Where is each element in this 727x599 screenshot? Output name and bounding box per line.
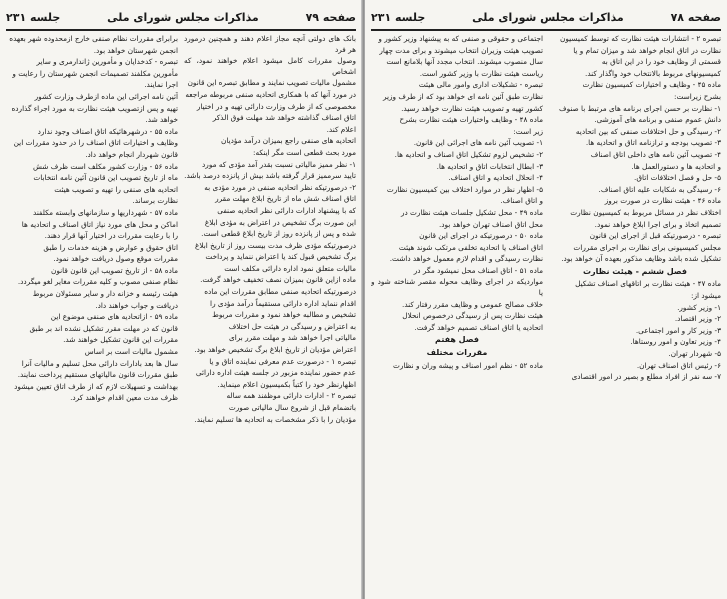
- paragraph-line: ۳- وزیر کار و امور اجتماعی.: [635, 325, 721, 335]
- paragraph-line: ماده ۵۹ - ازاتحادیه های صنفی موضوع این: [50, 312, 178, 322]
- paragraph-line: مالیات متعلق نمود اداره دارائی مکلف است: [224, 263, 356, 273]
- paragraph-line: درصورتیکه اتحادیه صنفی مطابق مقررات این ماده: [204, 287, 356, 297]
- left-page-column-right: [184, 34, 356, 595]
- paragraph-line: اتحادیه های صنفی راجع بمیزان درآمد مؤدیان: [221, 136, 356, 146]
- paragraph-line: وصول مقررات کامل میشود اعلام خواهند نمود، که اشخاص: [184, 56, 356, 76]
- paragraph-line: تبصره - درصورتیکه قبل از اجرای این قانون: [589, 231, 721, 241]
- paragraph-line: تبصره - تشکیلات اداری وامور مالی هیئت: [418, 80, 543, 90]
- paragraph-line: مالیاتی اجرا خواهد شد و مهلت مقرر برای: [229, 333, 356, 343]
- left-page: [0, 0, 362, 599]
- left-page-session: جلسه ۲۳۱: [6, 10, 61, 24]
- paragraph-line: ۱- وزیر کشور.: [677, 302, 721, 312]
- paragraph-line: تایید سرممیز قرار گرفته باشد بیش از پانزده درصد باشد.: [184, 171, 356, 181]
- paragraph-line: ۱- نظر ممیز مالیاتی نسبت بقدر آمد مؤدی که مورد: [202, 159, 356, 169]
- paragraph-line: ماده ۵۷ - شهرداریها و سازمانهای وابسته مکلفند: [33, 207, 178, 217]
- paragraph-line: تصویب هیئت وزیران انتخاب میشوند و برای مدت چهار: [379, 45, 543, 55]
- paragraph-line: زیر است:: [513, 126, 543, 136]
- paragraph-line: مخصوصی که از طرف وزارت دارائی تهیه و در اختیار: [196, 101, 356, 111]
- paragraph-line: شده و پس از پانزده روز از تاریخ ابلاغ قطعی است.: [201, 229, 356, 239]
- paragraph-line: اتحادیه یا اتاق اصناف تصمیم خواهد گرفت.: [414, 322, 543, 332]
- left-header-rule: [6, 29, 356, 31]
- paragraph-line: میشود از:: [691, 291, 721, 301]
- paragraph-line: تصمیم اتخاذ و برای اجرا ابلاغ خواهد نمود.: [594, 219, 721, 229]
- paragraph-line: اتحادیه های صنفی را تهیه و تصویب هیئت: [54, 184, 178, 194]
- paragraph-line: کشور تهیه و تصویب هیئت نظارت خواهد رسید.: [401, 103, 543, 113]
- paragraph-line: ماده ۴۶ - هیئت نظارت در صورت بروز: [604, 196, 721, 206]
- right-page-session: جلسه ۲۳۱: [371, 10, 426, 24]
- paragraph-line: بشرح زیراست:: [674, 91, 721, 101]
- paragraph-line: اتاق اصناف یا اتحادیه تخلفی مرتکب شوند هیئت: [398, 242, 543, 252]
- right-page-column-left: [371, 34, 543, 595]
- paragraph-line: ۲- درصورتیکه نظر اتحادیه صنفی در مورد مؤدی به: [204, 182, 356, 192]
- paragraph-line: تبصره ۱ - درصورت عدم معرفی نماینده اتاق و یا: [209, 356, 356, 366]
- paragraph-line: مقررات این قانون تشکیل خواهند شد.: [63, 335, 178, 345]
- paragraph-line: ۲- وزیر اقتصاد.: [674, 314, 721, 324]
- paragraph-line: مشمول مالیات تصویب نمایند و مطابق تبصره این قانون: [187, 78, 356, 88]
- paragraph-line: قانون که در مهلت مقرر تشکیل نشده اند بر طبق: [29, 323, 178, 333]
- paragraph-line: را با رعایت مقررات در اختیار آنها قرار دهند.: [44, 231, 178, 241]
- paragraph-line: اقدام ننماید اداره دارائی مستقیماً درآمد مؤدی را: [210, 298, 356, 308]
- paragraph-line: ۶- رسیدگی به شکایات علیه اتاق اصناف.: [598, 184, 721, 194]
- paragraph-line: اظهارنظر خود را کتباً بکمیسیون اعلام مینماید.: [217, 379, 356, 389]
- right-page-column-right: [549, 34, 721, 595]
- paragraph-line: ۱- نظارت بر حسن اجرای برنامه های مرتبط با صنوف: [559, 103, 721, 113]
- left-page-title: مذاکرات مجلس شورای ملی: [107, 10, 259, 24]
- paragraph-line: ۵- شهردار تهران.: [668, 349, 721, 359]
- section-heading: فصل ششم - هیئت نظارت: [583, 266, 687, 276]
- paragraph-line: ۶- رئیس اتاق اصناف تهران.: [636, 360, 721, 370]
- paragraph-line: در مورد آنها که با همکاری اتحادیه صنفی مربوطه مراجعه: [185, 89, 356, 99]
- right-page-header: [371, 8, 721, 26]
- paragraph-line: تبصره - کدخدایان و مأمورین ژاندارمری و سایر: [36, 57, 178, 67]
- paragraph-line: نظارت رسیدگی و اقدام لازم معمول خواهد داشت.: [389, 254, 543, 264]
- paragraph-line: ماده ۵۲ - نظم امور اصناف و پیشه وران و نظارت: [393, 360, 543, 370]
- paragraph-line: ۴- انحلال اتحادیه و اتاق اصناف.: [448, 173, 543, 183]
- section-heading: مقررات مختلف: [426, 348, 488, 358]
- paragraph-line: آئین نامه اجرائی این ماده ازطرف وزارت کشور: [34, 91, 178, 101]
- paragraph-line: اعلام کند.: [326, 124, 356, 134]
- paragraph-line: مجلس کمیسیونی برای نظارت بر اجرای مقررات: [573, 242, 721, 252]
- paragraph-line: بهداشت و تسهیلات لازم که از طرف اتاق تعیین میشود: [14, 381, 178, 391]
- paragraph-line: هیئت نظارت پس از رسیدگی درخصوص انحلال: [402, 311, 543, 321]
- paragraph-line: نظارت طبق آئین نامه ای خواهد بود که از طرف وزیر: [382, 91, 543, 101]
- paragraph-line: خلاف مصالح عمومی و وظایف مقرر رفتار کند.: [402, 299, 543, 309]
- paragraph-line: ماده ۵۵ - درشهرهائیکه اتاق اصناف وجود ندارد: [37, 126, 178, 136]
- paragraph-line: ۵- حل و فصل اختلافات اتاق.: [634, 173, 721, 183]
- paragraph-line: بانک های دولتی آنچه مجاز اعلام دهند و همچنین درمورد هر فرد: [184, 34, 356, 54]
- paragraph-line: اجتماعی و حقوقی و صنفی که به پیشنهاد وزیر کشور و: [378, 34, 543, 43]
- paragraph-line: مأمورین مکلفند تصمیمات انجمن شهرستان را رعایت و: [12, 68, 178, 78]
- paragraph-line: برابرای مقررات نظام صنفی خارج ازمحدوده شهر بعهده: [9, 34, 178, 43]
- left-page-column-left: [6, 34, 178, 595]
- paragraph-line: اعتراض مؤدیان از تاریخ ابلاغ برگ تشخیص خواهد بود.: [194, 345, 356, 355]
- paragraph-line: ماده ۵۱ - اتاق اصناف محل نمیشود مگر در: [413, 265, 543, 275]
- left-page-columns: [6, 34, 356, 595]
- paragraph-line: ریاست هیئت نظارت با وزیر کشور است.: [419, 68, 543, 78]
- paragraph-line: اماکن و محل های مورد نیاز اتاق اصناف و اتحادیه ها: [21, 219, 178, 229]
- paragraph-line: اجرا نمایند.: [144, 80, 178, 90]
- paragraph-line: خواهد شد.: [145, 115, 178, 125]
- paragraph-line: به اعتراض و رسیدگی در هیئت حل اختلاف: [228, 321, 356, 331]
- left-page-header: [6, 8, 356, 26]
- paragraph-line: مورد بحث قطعی است مگر اینکه:: [253, 147, 356, 157]
- paragraph-line: تشخیص و مطالبه خواهد نمود و مقررات مربوط: [212, 310, 356, 320]
- paragraph-line: ۴- وزیر تعاون و امور روستاها.: [630, 337, 721, 347]
- paragraph-line: برگ تشخیص قبول کند یا اعتراض ننماید و پرداخت: [205, 252, 356, 262]
- paragraph-line: نظام صنفی مصوب و کلیه مقررات مغایر لغو میگردد.: [17, 277, 178, 287]
- paragraph-line: کمیسیونهای مربوط بالانتخاب خود واگذار کند.: [585, 68, 721, 78]
- paragraph-line: ۷- سه نفر از افراد مطلع و بصیر در امور اقتصادی: [571, 372, 721, 382]
- paragraph-line: تبصره ۲ - انتشارات هیئت نظارت که توسط کمیسیون: [560, 34, 721, 43]
- right-page: [365, 0, 727, 599]
- paragraph-line: مواردیکه در اجرای وظایف محوله مقصر شناخته شود و یا: [371, 277, 543, 298]
- paragraph-line: سال ها بعد بادارات دارائی محل تسلیم و مالیات آنرا: [21, 358, 178, 368]
- right-header-rule: [371, 29, 721, 31]
- paragraph-line: وظایف و اختیارات اتاق اصناف را در حدود مقررات این: [13, 138, 178, 148]
- right-page-columns: [371, 34, 721, 595]
- paragraph-line: ماده ۵۸ - از تاریخ تصویب این قانون قانون: [51, 265, 178, 275]
- paragraph-line: ماده ۴۸ - وظایف واختیارات هیئت نظارت بشرح: [399, 115, 543, 125]
- paragraph-line: اتاق اصناف شش ماه از تاریخ ابلاغ مهلت مقرر: [215, 194, 356, 204]
- paragraph-line: انجمن شهرستان خواهد بود.: [93, 45, 178, 55]
- paragraph-line: تهیه و پس ازتصویب هیئت نظارت به مورد اجراء گذارده: [11, 103, 178, 113]
- paragraph-line: ۱- تصویب آئین نامه های اجرائی این قانون.: [413, 138, 543, 148]
- paragraph-line: ماده ۵۶ - وزارت کشور مکلف است ظرف شش: [32, 161, 178, 171]
- paragraph-line: قسمتی از وظایف خود را در این اتاق به: [601, 57, 721, 67]
- paragraph-line: ۲- تشخیص لزوم تشکیل اتاق اصناف و اتحادیه ها.: [394, 149, 543, 159]
- paragraph-line: دریافت و جواب خواهند داد.: [95, 300, 178, 310]
- paragraph-line: اختلاف نظر در مسائل مربوط به کمیسیون نظارت: [570, 207, 721, 217]
- paragraph-line: ماده ۴۷ - هیئت نظارت بر اتاقهای اصناف تشکیل: [575, 279, 721, 289]
- right-page-number: صفحه ۷۸: [670, 10, 721, 24]
- paragraph-line: ظرف مدت معین اقدام خواهند کرد.: [70, 393, 178, 403]
- paragraph-line: عدم حضور نماینده مزبور در جلسه هیئت اداره دارائی: [195, 368, 356, 378]
- paragraph-line: درصورتیکه مؤدی ظرف مدت بیست روز از تاریخ ابلاغ: [195, 240, 356, 250]
- paragraph-line: مقررات موقع وصول دریافت خواهد نمود.: [53, 254, 178, 264]
- paragraph-line: و اتاق اصناف.: [500, 196, 543, 206]
- paragraph-line: باتضمام قبل از شروع سال مالیاتی صورت: [228, 403, 356, 412]
- paragraph-line: ماده ازاین قانون بمیزان نصف تخفیف خواهد گرفت.: [200, 275, 356, 285]
- paragraph-line: اتاق اصناف گذاشته خواهد شد مهلت فوق الذکر: [212, 113, 356, 123]
- paragraph-line: ۴- تصویب آئین نامه های داخلی اتاق اصناف: [590, 149, 721, 159]
- paragraph-line: ماده ۴۵ - وظایف و اختیارات کمیسیون نظارت: [582, 80, 721, 90]
- paragraph-line: تبصره ۲ - ادارات دارائی موظفند همه ساله: [226, 391, 356, 401]
- paragraph-line: طبق مقررات قانون مالیاتهای مستقیم پرداخت نمایند.: [17, 370, 178, 380]
- paragraph-line: قانون شهردار انجام خواهد داد.: [85, 149, 178, 159]
- paragraph-line: اتاق حقوق و عوارض و هزینه خدمات را طبق: [43, 242, 178, 252]
- paragraph-line: ۳- تصویب بودجه و ترازنامه اتاق و اتحادیه ها.: [585, 138, 721, 148]
- left-page-number: صفحه ۷۹: [305, 10, 356, 24]
- right-page-title: مذاکرات مجلس شورای ملی: [472, 10, 624, 24]
- paragraph-line: محل اتاق اصناف تهران خواهد بود.: [438, 219, 543, 229]
- paragraph-line: ۵- اظهار نظر در موارد اختلاف بین کمیسیون نظارت: [386, 184, 543, 194]
- paragraph-line: نظارت در اتاق انجام خواهد شد و میزان تمام و یا: [573, 45, 721, 55]
- paragraph-line: ماده ۵۰ - درصورتیکه در اجرای این قانون: [419, 231, 543, 241]
- paragraph-line: نظارت برساند.: [132, 196, 178, 206]
- paragraph-line: مشمول مالیات است بر اساس: [84, 347, 178, 357]
- paragraph-line: این صورت برگ تشخیص در اعتراض به مؤدی ابلاغ: [204, 217, 356, 227]
- paragraph-line: دانش عموم صنفی و برنامه های آموزشی.: [594, 115, 721, 125]
- paragraph-line: سال منصوب میشوند. انتخاب مجدد آنها بلامانع است: [386, 57, 543, 67]
- paragraph-line: ماه از تاریخ تصویب این قانون آئین نامه انتخابات: [33, 173, 178, 183]
- section-heading: فصل هفتم: [435, 335, 479, 345]
- paragraph-line: ماده ۴۹ - محل تشکیل جلسات هیئت نظارت در: [400, 207, 543, 217]
- paragraph-line: که با پیشنهاد ادارات دارائی نظر اتحادیه صنفی: [217, 205, 356, 215]
- paragraph-line: هیئت رئیسه و خزانه دار و سایر مسئولان مربوط: [32, 289, 178, 299]
- paragraph-line: ۳- ابطال انتخابات اتاق و اتحادیه ها.: [436, 161, 543, 171]
- paragraph-line: و اتحادیه ها و دستورالعمل ها.: [631, 161, 721, 171]
- paragraph-line: ۲- رسیدگی و حل اختلافات صنفی که بین اتحادیه: [575, 126, 721, 136]
- paragraph-line: مؤدیان را با ذکر مشخصات به اتحادیه ها تسلیم نمایند.: [194, 414, 356, 424]
- paragraph-line: تشکیل شده باشد وظایف مذکور بعهده آن خواهد بود.: [561, 254, 721, 264]
